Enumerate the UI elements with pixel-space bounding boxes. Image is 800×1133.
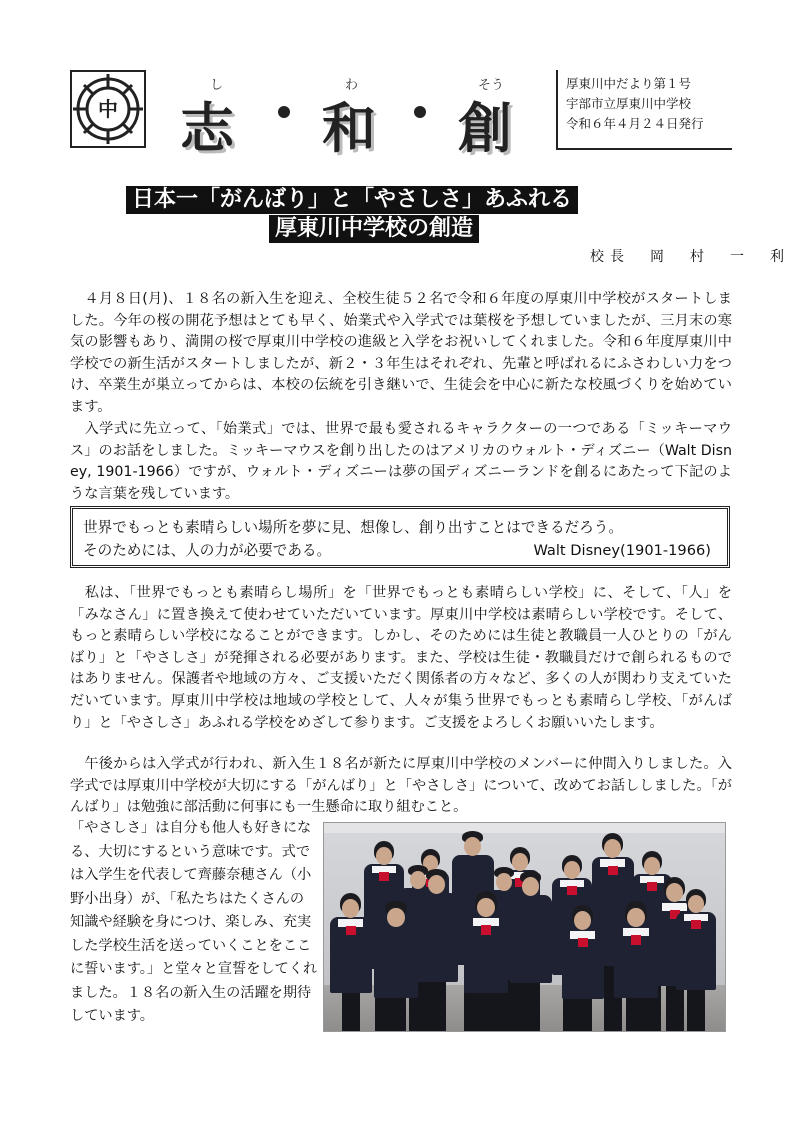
- figure-head: [428, 875, 445, 894]
- figure-head: [644, 857, 660, 875]
- figure-legs: [626, 998, 645, 1032]
- school-emblem-icon: [70, 70, 146, 148]
- figure-head: [522, 877, 539, 896]
- furigana-sou: そう: [478, 78, 505, 93]
- quote-line-1: 世界でもっとも素晴らしい場所を夢に見、想像し、創り出すことはできるだろう。: [83, 519, 623, 536]
- figure-ribbon: [608, 866, 618, 876]
- school-name: 宇部市立厚東川中学校: [566, 96, 692, 111]
- furigana-shi: し: [210, 78, 224, 93]
- masthead-char-shi: 志: [180, 96, 234, 160]
- figure-legs: [342, 993, 360, 1032]
- masthead-dot: [414, 106, 426, 118]
- figure-head: [342, 899, 359, 918]
- paragraph-1: ４月８日(月)、１８名の新入生を迎え、全校生徒５２名で令和６年度の厚東川中学校がスタートしました。今年の桜の開花予想はとても早く、始業式や入学式では葉桜を予想していましたが、三月末の寒気の影響もあり、満開の桜で厚東川中学校の進級と入学をお祝いしてくれました。令和６年度厚東川中学校での新生活がスタートしましたが、新２・３年生はそれぞれ、先輩と呼ばれるにふさわしい力をつけ、卒業生が巣立ってからは、本校の伝統を引き継いで、生徒会を中心に新たな校風づくりを始めています。: [70, 291, 732, 415]
- issue-date: 令和６年４月２４日発行: [566, 116, 704, 131]
- paragraph-5-side: 「やさしさ」は自分も他人も好きになる、大切にするという意味です。式では入学生を代表して齊藤奈穂さん（小野小出身）が、「私たちはたくさんの知識や経験を身につけ、楽しみ、充実した学校生活を送っていくことをここに誓います。」と堂々と宣誓をしてくれました。１８名の新入生の活躍を期待しています。: [70, 820, 318, 1024]
- figure-legs: [386, 998, 405, 1032]
- figure-head: [604, 839, 621, 858]
- figure-legs: [687, 990, 704, 1032]
- masthead-char-sou: 創: [458, 96, 512, 160]
- figure-legs: [476, 993, 495, 1032]
- student-figure: [464, 893, 508, 1032]
- quote-line-2: そのためには、人の力が必要である。: [83, 542, 332, 559]
- quote-attribution: Walt Disney(1901-1966): [533, 542, 711, 559]
- figure-legs: [428, 982, 446, 1032]
- article-author: 校長 岡 村 一 利: [590, 249, 790, 265]
- figure-ribbon: [567, 886, 577, 895]
- student-figure: [676, 891, 716, 1032]
- figure-ribbon: [379, 872, 389, 881]
- student-figure: [562, 907, 604, 1032]
- issue-number: 厚東川中だより第１号: [566, 76, 692, 91]
- figure-head: [627, 908, 645, 928]
- student-figure: [510, 873, 552, 1032]
- figure-legs: [522, 983, 540, 1032]
- disney-quote-box: [70, 506, 730, 568]
- figure-uniform: [416, 893, 458, 982]
- figure-legs: [574, 999, 592, 1032]
- figure-uniform: [374, 926, 418, 998]
- figure-head: [574, 911, 591, 930]
- figure-head: [688, 895, 704, 913]
- figure-ribbon: [578, 938, 588, 948]
- student-figure: [614, 903, 658, 1032]
- figure-ribbon: [481, 925, 492, 935]
- paragraph-2: 入学式に先立って、「始業式」では、世界で最も愛されるキャラクターの一つである「ミッキーマウス」のお話をしました。ミッキーマウスを創り出したのはアメリカのウォルト・ディズニー（Walt Disney, 1901-1966）ですが、ウォルト・ディズニーは夢の国ディズニーランドを創るにあたって下記のような言葉を残しています。: [70, 421, 732, 502]
- student-figure: [330, 895, 372, 1032]
- figure-ribbon: [691, 920, 701, 929]
- photo-wall-trim: [324, 823, 725, 833]
- figure-head: [464, 837, 481, 856]
- masthead-title: [160, 86, 550, 160]
- student-figure: [374, 903, 418, 1032]
- article-title-line2: 厚東川中学校の創造: [269, 215, 479, 243]
- figure-ribbon: [631, 935, 642, 945]
- paragraph-3: 私は、「世界でもっとも素晴らし場所」を「世界でもっとも素晴らしい学校」に、そして、「人」を「みなさん」に置き換えて使わせていただいています。厚東川中学校は素晴らしい学校です。そして、もっと素晴らしい学校になることができます。しかし、そのためには生徒と教職員一人ひとりの「がんばり」と「やさしさ」が発揮される必要があります。また、学校は生徒・教職員だけで創られるものではありません。保護者や地域の方々、ご支援いただく関係者の方々など、多くの人が関わり支えていただいています。厚東川中学校は地域の学校として、人々が集う世界でもっとも素晴らし学校、「がんばり」と「やさしさ」あふれる学校をめざして参ります。ご支援をよろしくお願いいたします。: [70, 585, 732, 731]
- figure-head: [376, 847, 392, 865]
- figure-head: [477, 898, 495, 918]
- figure-ribbon: [346, 926, 356, 936]
- article-title-line1: 日本一「がんばり」と「やさしさ」あふれる: [126, 186, 578, 214]
- figure-head: [564, 861, 580, 879]
- masthead-char-wa: 和: [322, 96, 376, 160]
- furigana-wa: わ: [345, 78, 359, 93]
- masthead-dot: [278, 106, 290, 118]
- new-students-photo: [323, 822, 726, 1032]
- figure-head: [387, 908, 405, 928]
- issue-info: [556, 70, 732, 150]
- paragraph-4: 午後からは入学式が行われ、新入生１８名が新たに厚東川中学校のメンバーに仲間入りしました。入学式では厚東川中学校が大切にする「がんばり」と「やさしさ」について、改めてお話ししました。「がんばり」は勉強に部活動に何事にも一生懸命に取り組むこと。: [70, 756, 732, 816]
- student-figure: [416, 871, 458, 1032]
- figure-uniform: [510, 895, 552, 983]
- emblem-char: 中: [98, 97, 118, 121]
